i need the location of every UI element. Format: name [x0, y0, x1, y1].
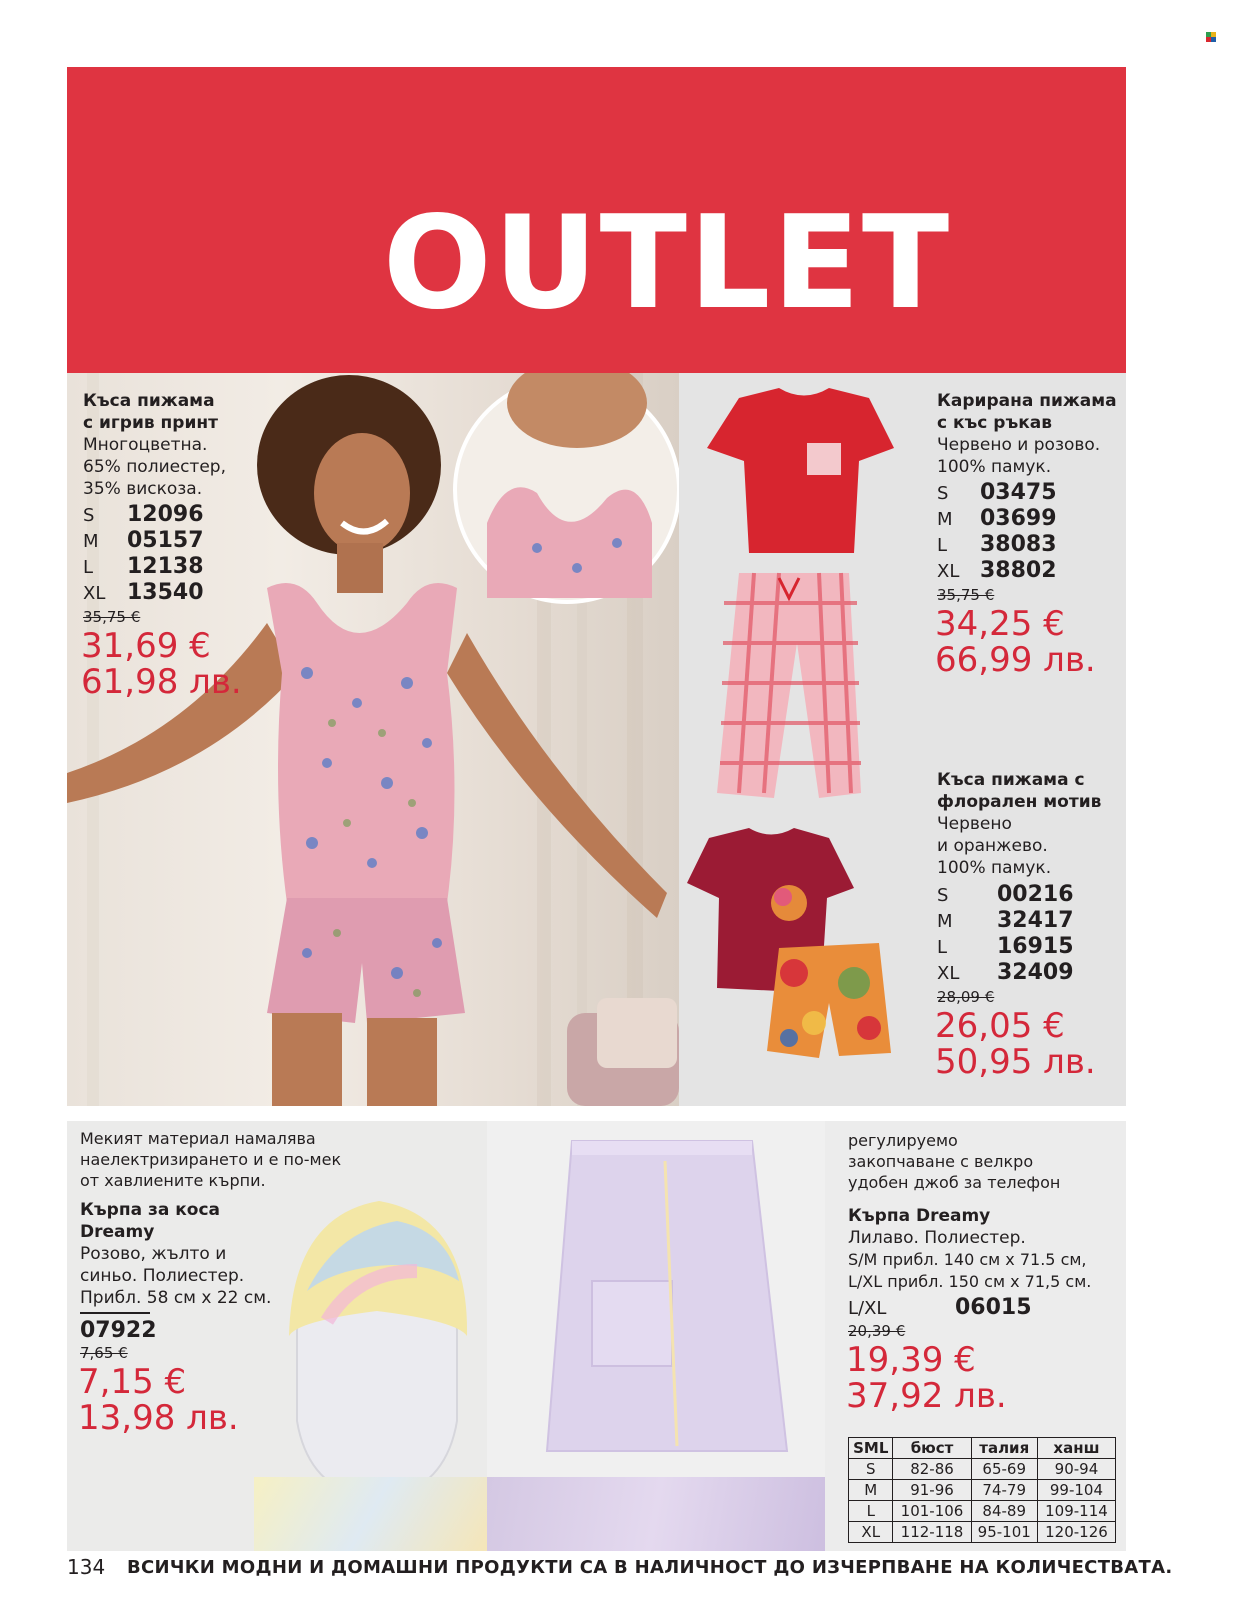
price-eur: 26,05 €: [935, 1006, 1065, 1046]
product-code: 38802: [980, 558, 1057, 583]
corner-logo-icon: [1206, 32, 1216, 42]
size-table-cell: L: [849, 1501, 893, 1522]
product-name-line2: Dreamy: [80, 1222, 155, 1242]
size-table-cell: 65-69: [971, 1459, 1037, 1480]
product-desc: Многоцветна.: [83, 435, 208, 455]
product-desc: Лилаво. Полиестер.: [848, 1228, 1026, 1248]
product-desc: Червено: [937, 814, 1012, 834]
old-price: 7,65 €: [80, 1344, 128, 1362]
banner-title: OUTLET: [382, 189, 952, 338]
price-lv: 13,98 лв.: [78, 1398, 239, 1438]
size-label: L: [937, 937, 948, 958]
price-eur: 34,25 €: [935, 604, 1065, 644]
product-code: 12138: [127, 554, 204, 579]
code-divider: [80, 1312, 150, 1314]
product-code: 03475: [980, 480, 1057, 505]
product-code: 12096: [127, 502, 204, 527]
price-lv: 61,98 лв.: [81, 662, 242, 702]
size-table-cell: 74-79: [971, 1480, 1037, 1501]
footer-disclaimer: ВСИЧКИ МОДНИ И ДОМАШНИ ПРОДУКТИ СА В НАЛИЧНОСТ ДО ИЗЧЕРПВАНЕ НА КОЛИЧЕСТВАТА.: [127, 1557, 1173, 1578]
product-desc: 65% полиестер,: [83, 457, 226, 477]
price-eur: 31,69 €: [81, 626, 211, 666]
size-label: XL: [937, 963, 960, 984]
size-table-row: [849, 1480, 1116, 1501]
product-name-line2: с игрив принт: [83, 413, 218, 433]
product-desc: 100% памук.: [937, 457, 1052, 477]
size-table-row: [849, 1501, 1116, 1522]
size-table-header-row: [849, 1438, 1116, 1459]
product-code: 07922: [80, 1318, 157, 1343]
size-table: [848, 1437, 1116, 1543]
size-label: S: [83, 505, 95, 526]
product-name-line1: Кърпа за коса: [80, 1200, 221, 1220]
product-desc: L/XL прибл. 150 см х 71,5 см.: [848, 1272, 1092, 1291]
size-label: S: [937, 483, 949, 504]
size-table-cell: 90-94: [1037, 1459, 1115, 1480]
size-table-cell: 95-101: [971, 1522, 1037, 1543]
product-name-line1: Къса пижама с: [937, 770, 1085, 790]
product-desc: и оранжево.: [937, 836, 1048, 856]
size-label: M: [937, 509, 953, 530]
size-table-cell: 101-106: [893, 1501, 971, 1522]
size-label: L/XL: [848, 1298, 887, 1319]
size-table-cell: 109-114: [1037, 1501, 1115, 1522]
product-desc: 35% вискоза.: [83, 479, 203, 499]
product-feature: удобен джоб за телефон: [848, 1173, 1061, 1192]
product-code: 03699: [980, 506, 1057, 531]
price-lv: 37,92 лв.: [846, 1376, 1007, 1416]
product-code: 32417: [997, 908, 1074, 933]
right-product-panel: [679, 373, 1126, 1106]
size-table-cell: 84-89: [971, 1501, 1037, 1522]
product-name-line1: Къса пижама: [83, 391, 215, 411]
product-desc: S/M прибл. 140 см х 71.5 см,: [848, 1250, 1087, 1269]
size-table-row: [849, 1522, 1116, 1543]
product-desc: Червено и розово.: [937, 435, 1101, 455]
size-label: XL: [83, 583, 106, 604]
size-label: M: [83, 531, 99, 552]
size-table-header: бюст: [893, 1438, 971, 1459]
product-code: 00216: [997, 882, 1074, 907]
size-table-row: [849, 1459, 1116, 1480]
size-table-cell: 99-104: [1037, 1480, 1115, 1501]
size-label: L: [83, 557, 94, 578]
old-price: 20,39 €: [848, 1322, 906, 1340]
pajama-illustrations: [679, 373, 1126, 1106]
old-price: 35,75 €: [937, 586, 995, 604]
size-table-cell: 91-96: [893, 1480, 971, 1501]
price-lv: 66,99 лв.: [935, 640, 1096, 680]
price-eur: 7,15 €: [78, 1362, 187, 1402]
size-table-cell: XL: [849, 1522, 893, 1543]
price-eur: 19,39 €: [846, 1340, 976, 1380]
product-intro: наелектризирането и е по-мек: [80, 1150, 342, 1169]
outlet-banner: [67, 67, 1126, 373]
size-table-cell: 120-126: [1037, 1522, 1115, 1543]
product-desc: 100% памук.: [937, 858, 1052, 878]
product-code: 06015: [955, 1295, 1032, 1320]
old-price: 35,75 €: [83, 608, 141, 626]
hair-towel-fabric-swatch: [254, 1477, 487, 1551]
size-label: M: [937, 911, 953, 932]
price-lv: 50,95 лв.: [935, 1042, 1096, 1082]
product-name-line2: с къс ръкав: [937, 413, 1053, 433]
size-table-cell: S: [849, 1459, 893, 1480]
product-desc: синьо. Полиестер.: [80, 1266, 245, 1286]
product-code: 38083: [980, 532, 1057, 557]
size-table-cell: 82-86: [893, 1459, 971, 1480]
product-feature: закопчаване с велкро: [848, 1152, 1034, 1171]
size-label: XL: [937, 561, 960, 582]
size-table-cell: M: [849, 1480, 893, 1501]
product-desc: Прибл. 58 см х 22 см.: [80, 1288, 272, 1308]
product-feature: регулируемо: [848, 1131, 958, 1150]
product-name-line2: флорален мотив: [937, 792, 1102, 812]
product-name: Кърпа Dreamy: [848, 1206, 991, 1226]
size-table-header: SML: [849, 1438, 893, 1459]
body-towel-fabric-swatch: [487, 1477, 825, 1551]
size-table-cell: 112-118: [893, 1522, 971, 1543]
size-table-header: ханш: [1037, 1438, 1115, 1459]
size-label: S: [937, 885, 949, 906]
product-code: 05157: [127, 528, 204, 553]
size-label: L: [937, 535, 948, 556]
product-code: 13540: [127, 580, 204, 605]
product-intro: Мекият материал намалява: [80, 1129, 316, 1148]
product-intro: от хавлиените кърпи.: [80, 1171, 266, 1190]
size-table-header: талия: [971, 1438, 1037, 1459]
product-code: 32409: [997, 960, 1074, 985]
page-number: 134: [67, 1555, 106, 1579]
product-name-line1: Карирана пижама: [937, 391, 1117, 411]
old-price: 28,09 €: [937, 988, 995, 1006]
product-desc: Розово, жълто и: [80, 1244, 227, 1264]
product-code: 16915: [997, 934, 1074, 959]
